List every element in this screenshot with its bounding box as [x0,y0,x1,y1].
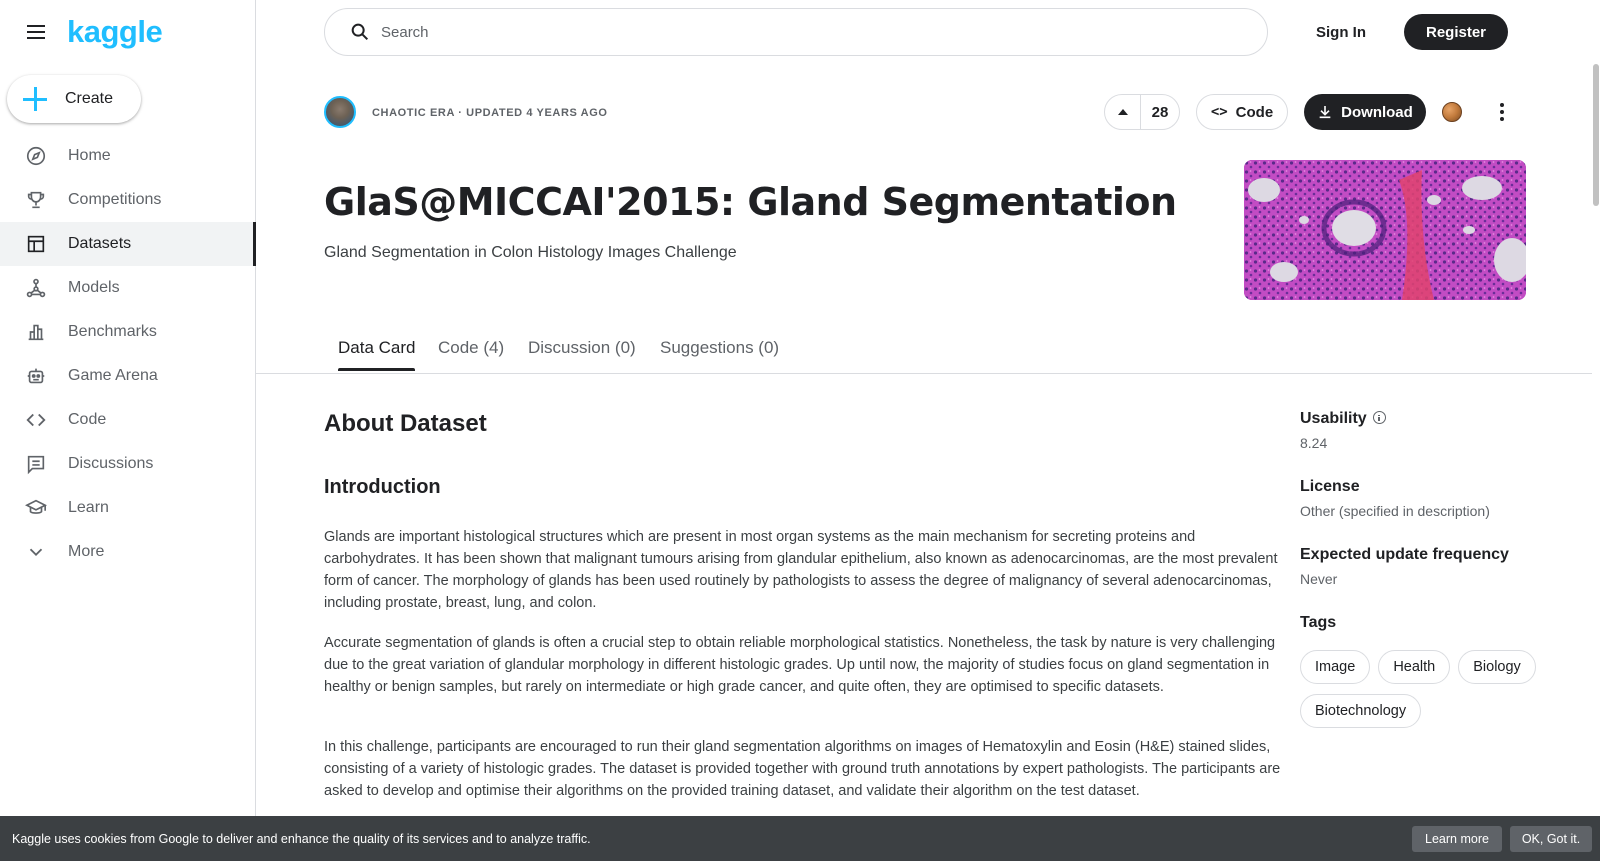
bronze-medal-icon [1442,102,1462,122]
comment-icon [24,452,48,476]
create-button[interactable] [7,75,141,123]
update-frequency-value: Never [1300,571,1338,587]
compass-icon [24,144,48,168]
tab-code[interactable]: Code (4) [438,338,505,357]
upvote-widget [1104,94,1180,130]
download-button[interactable] [1304,94,1426,130]
robot-icon [24,364,48,388]
sidebar-item-label: More [68,543,105,560]
paragraph: Glands are important histological structures which are present in most organ systems as the main mechanism for secreting proteins and carbohydrates. It has been shown that malignant tumours arising from glandular epithelium, also known as adenocarcinomas, are the most prevalent form of cancer. The morphology of glands has been used routinely by pathologists to assess the degree of malignancy of several adenocarcinomas, including prostate, breast, lung, and colon. [324,529,1278,611]
download-button-label: Download [1341,103,1413,121]
sidebar-item-home[interactable] [0,134,256,178]
register-button[interactable]: Register [1404,14,1508,50]
sidebar-item-code[interactable] [0,398,256,442]
scrollbar-thumb[interactable] [1593,64,1599,206]
sidebar [0,0,256,861]
tags-section [1300,614,1560,632]
page-scrollbar[interactable] [1592,0,1600,816]
sidebar-item-label: Competitions [68,191,162,208]
tab-bar [256,328,1592,374]
info-icon[interactable] [1373,411,1386,424]
sidebar-nav [0,134,256,574]
table-icon [24,232,48,256]
ok-got-it-button[interactable]: OK, Got it. [1510,826,1592,852]
sidebar-item-learn[interactable] [0,486,256,530]
search-input[interactable] [381,24,1181,41]
kaggle-logo[interactable]: kaggle [67,14,163,49]
sidebar-item-label: Models [68,279,120,296]
sidebar-item-game-arena[interactable] [0,354,256,398]
download-icon [1317,104,1333,120]
about-heading: About Dataset [324,410,487,437]
sign-in-button[interactable]: Sign In [1316,24,1366,41]
sidebar-item-label: Game Arena [68,367,158,384]
license-value: Other (specified in description) [1300,503,1490,519]
more-vert-icon[interactable] [1490,96,1514,128]
avatar[interactable] [324,96,356,128]
tags-label: Tags [1300,614,1337,631]
introduction-heading: Introduction [324,476,441,498]
update-frequency-label: Expected update frequency [1300,546,1509,563]
license-label: License [1300,478,1360,495]
dataset-meta: CHAOTIC ERA · UPDATED 4 YEARS AGO [372,107,608,119]
create-button-label: Create [65,90,114,107]
tag-list [1300,650,1560,728]
tag-biology[interactable]: Biology [1458,650,1536,684]
sidebar-item-discussions[interactable] [0,442,256,486]
code-icon [24,408,48,432]
search-icon [349,21,371,43]
page-title: GlaS@MICCAI'2015: Gland Segmentation [324,180,1177,224]
code-icon: <> [1210,104,1228,120]
code-button-label: Code [1235,103,1274,121]
sidebar-item-competitions[interactable] [0,178,256,222]
trophy-icon [24,188,48,212]
tab-discussion[interactable]: Discussion (0) [528,338,636,357]
sidebar-item-label: Learn [68,499,109,516]
tab-suggestions[interactable]: Suggestions (0) [660,338,780,357]
sidebar-item-label: Discussions [68,455,154,472]
paragraph: Accurate segmentation of glands is often a crucial step to obtain reliable morphological statistics. Nonetheless, the task by nature is very challenging due to the great variation of glandular morphology in different histologic grades. Up until now, the majority of studies focus on gland segmentation in healthy or benign samples, but rarely on intermediate or high grade cancer, and quite often, they are optimised to specific datasets. [324,635,1276,695]
license-section [1300,478,1560,519]
paragraph: In this challenge, participants are encouraged to run their gland segmentation algorithms on images of Hematoxylin and Eosin (H&E) stained slides, consisting of a variety of histologic grades. The dataset is provided together with ground truth annotations by expert pathologists. The participants are asked to develop and optimise their algorithms on the provided training dataset, and validate their algorithm on the test dataset. [324,739,1281,799]
usability-label-text: Usability [1300,410,1367,427]
sidebar-item-label: Datasets [68,235,132,252]
usability-label [1300,410,1560,428]
sidebar-item-label: Benchmarks [68,323,157,340]
tag-image[interactable]: Image [1300,650,1370,684]
vote-count: 28 [1151,103,1169,121]
sidebar-item-more[interactable] [0,530,256,574]
code-button[interactable] [1196,94,1288,130]
models-icon [24,276,48,300]
bar-chart-icon [24,320,48,344]
school-icon [24,496,48,520]
chevron-down-icon [24,540,48,564]
sidebar-item-label: Code [68,411,107,428]
usability-value: 8.24 [1300,435,1328,451]
learn-more-button[interactable]: Learn more [1412,826,1502,852]
sidebar-item-label: Home [68,147,111,164]
sidebar-item-benchmarks[interactable] [0,310,256,354]
usability-section [1300,410,1560,451]
tag-biotechnology[interactable]: Biotechnology [1300,694,1421,728]
sidebar-item-models[interactable] [0,266,256,310]
page-subtitle: Gland Segmentation in Colon Histology Images Challenge [324,244,737,261]
upvote-button[interactable] [1105,95,1141,129]
plus-icon [23,87,47,111]
tag-health[interactable]: Health [1378,650,1450,684]
dataset-cover-image [1244,160,1526,300]
update-frequency-section [1300,546,1560,587]
search-bar[interactable] [324,8,1268,56]
sidebar-top [0,0,255,64]
cookie-message: Kaggle uses cookies from Google to deliver and enhance the quality of its services and to analyze traffic. [12,831,591,846]
menu-icon[interactable] [24,20,48,44]
cookie-banner [0,816,1600,861]
tab-data-card[interactable]: Data Card [338,338,415,370]
sidebar-item-datasets[interactable] [0,222,256,266]
